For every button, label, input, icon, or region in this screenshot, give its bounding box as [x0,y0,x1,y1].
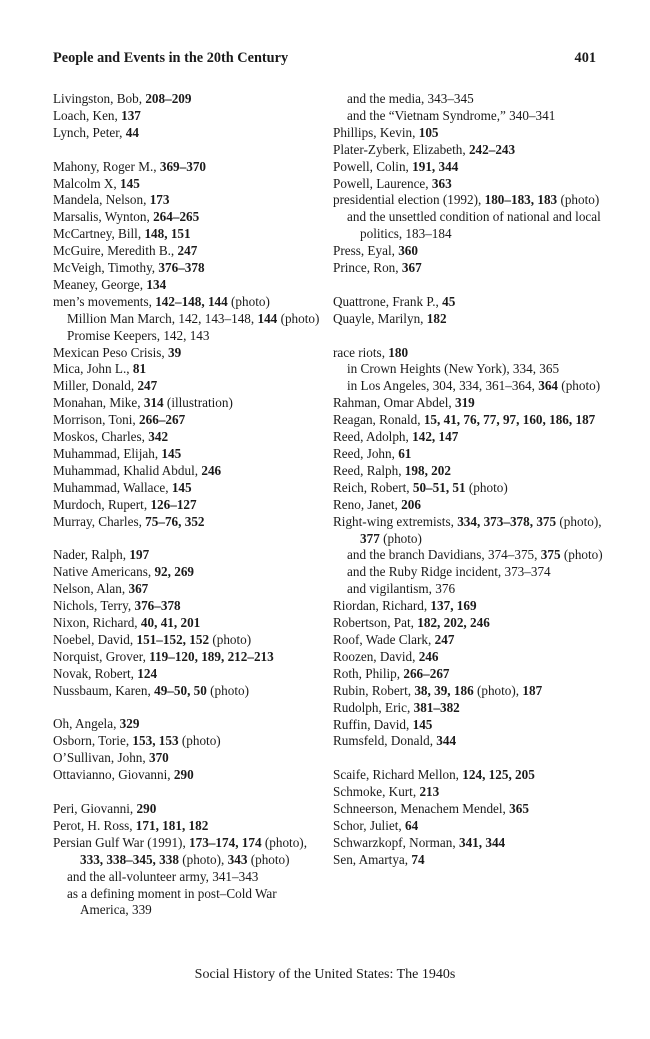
entry-text: and the “Vietnam Syndrome,” 340–341 [347,107,556,123]
index-entry [53,615,325,632]
index-entry [53,666,325,683]
entry-text: Oh, Angela, [53,716,120,732]
index-subentry [53,886,325,920]
index-entry [53,514,325,531]
index-entry [53,497,325,514]
entry-text: Marsalis, Wynton, [53,209,154,225]
entry-text: Prince, Ron, [333,260,402,276]
index-entry [53,277,325,294]
index-entry [333,159,605,176]
page-ref-bold: 145 [161,446,182,462]
page-ref-bold: 206 [401,496,421,512]
entry-text: Rumsfeld, Donald, [333,733,437,749]
index-entry [333,395,605,412]
entry-text: Miller, Donald, [53,378,138,394]
entry-text: Roozen, David, [333,648,419,664]
entry-text: and vigilantism, 376 [347,581,456,597]
index-entry [53,243,325,260]
page-ref-bold: 290 [136,801,157,816]
index-column-right [333,91,605,869]
page-ref-bold: 191, 344 [412,158,459,174]
entry-text: (photo), [473,682,523,698]
entry-text: Sen, Amartya, [333,851,412,867]
index-entry [333,784,605,801]
page-ref-bold: 126–127 [150,496,197,512]
page-ref-bold: 341, 344 [458,834,506,850]
index-entry [53,446,325,463]
entry-text: (photo) [209,631,252,647]
page-ref-bold: 50–51, 51 [412,479,466,495]
page-ref-bold: 180 [388,344,409,360]
index-entry [53,649,325,666]
entry-text: as a defining moment in post–Cold War America, 339 [67,885,277,918]
index-subentry [333,378,605,395]
index-entry [53,294,325,311]
entry-text: Muhammad, Elijah, [53,446,162,462]
entry-text: Meaney, George, [53,276,147,292]
entry-text: and the all-volunteer army, 341–343 [67,868,259,884]
page-ref-bold: 363 [431,175,452,191]
page-title: People and Events in the 20th Century [53,50,289,66]
index-subentry [53,869,325,886]
page-ref-bold: 247 [177,243,198,259]
page-ref-bold: 247 [434,631,455,647]
page-ref-bold: 151–152, 152 [136,631,210,647]
index-entry [53,91,325,108]
index-entry [333,615,605,632]
entry-text: (photo) [558,378,601,394]
index-entry [333,733,605,750]
entry-text: Rudolph, Eric, [333,699,414,715]
entry-text: Ottavianno, Giovanni, [53,767,174,783]
page-ref-bold: 171, 181, 182 [135,817,209,833]
entry-text: Reed, Ralph, [333,462,405,478]
entry-text: (photo) [178,733,221,749]
entry-text: Mahony, Roger M., [53,158,160,174]
page-ref-bold: 105 [418,124,439,140]
entry-text: Nader, Ralph, [53,547,130,563]
entry-text: Osborn, Torie, [53,733,133,749]
entry-text: Reed, Adolph, [333,429,413,445]
page-ref-bold: 198, 202 [404,462,451,478]
entry-text: (photo) [560,547,603,563]
page-ref-bold: 145 [120,175,140,191]
index-entry [53,412,325,429]
page-ref-bold: 370 [148,750,169,766]
index-entry [333,463,605,480]
index-entry [53,480,325,497]
page-ref-bold: 208–209 [145,91,192,106]
entry-text: men’s movements, [53,293,156,309]
entry-text: presidential election (1992), [333,192,485,208]
entry-text: Quayle, Marilyn, [333,310,427,326]
index-subentry [333,361,605,378]
entry-text: Mica, John L., [53,361,133,377]
entry-text: Rubin, Robert, [333,682,415,698]
index-entry [333,243,605,260]
entry-text: Norquist, Grover, [53,648,150,664]
page-ref-bold: 377 [360,530,380,546]
page-ref-bold: 182, 202, 246 [417,615,490,631]
page-ref-bold: 92, 269 [154,564,194,580]
page-ref-bold: 364 [538,378,558,394]
entry-text: O’Sullivan, John, [53,750,149,766]
index-subentry [333,581,605,598]
page-ref-bold: 49–50, 50 [154,682,207,698]
entry-text: Press, Eyal, [333,243,399,259]
entry-text: Reno, Janet, [333,496,402,512]
entry-text: Mandela, Nelson, [53,192,150,208]
page-ref-bold: 376–378 [158,260,205,276]
page-ref-bold: 124, 125, 205 [462,767,535,783]
page-ref-bold: 375 [540,547,561,563]
page-ref-bold: 148, 151 [144,226,191,242]
index-entry [53,632,325,649]
page-ref-bold: 365 [509,801,529,817]
entry-text: Schmoke, Kurt, [333,784,420,800]
entry-text: (photo), [261,834,307,850]
entry-text: Million Man March, 142, 143–148, [67,310,258,326]
entry-text: Murray, Charles, [53,513,146,529]
entry-text: Murdoch, Rupert, [53,496,151,512]
entry-text: Nussbaum, Karen, [53,682,155,698]
page-ref-bold: 81 [132,361,147,377]
page-ref-bold: 75–76, 352 [145,513,205,529]
entry-text: Native Americans, [53,564,155,580]
index-entry [53,598,325,615]
index-entry [333,345,605,362]
index-entry [333,260,605,277]
page-ref-bold: 334, 373–378, 375 [457,513,557,529]
index-entry [333,192,605,209]
page-ref-bold: 40, 41, 201 [140,615,201,631]
entry-text: Noebel, David, [53,631,137,647]
page-ref-bold: 343 [227,851,248,867]
entry-text: McCartney, Bill, [53,226,145,242]
index-entry [333,767,605,784]
page-ref-bold: 381–382 [413,699,460,715]
index-entry [53,176,325,193]
page-ref-bold: 242–243 [468,141,516,157]
page-ref-bold: 266–267 [139,412,186,428]
entry-text: (photo) [557,192,600,208]
index-gap [333,277,605,294]
index-gap [53,142,325,159]
entry-text: Nichols, Terry, [53,598,135,614]
index-entry [53,209,325,226]
index-subentry [333,91,605,108]
running-header [53,50,596,70]
entry-text: Roof, Wade Clark, [333,631,435,647]
entry-text: and the Ruby Ridge incident, 373–374 [347,564,551,580]
page-ref-bold: 39 [168,344,182,360]
page-ref-bold: 137, 169 [430,598,477,614]
index-column-left [53,91,325,919]
index-entry [333,176,605,193]
page-ref-bold: 367 [128,581,149,597]
page-ref-bold: 344 [436,733,457,749]
entry-text: Loach, Ken, [53,107,122,123]
index-entry [53,835,325,869]
index-gap [333,750,605,767]
page-ref-bold: 15, 41, 76, 77, 97, 160, 186, 187 [423,412,596,428]
index-entry [333,497,605,514]
index-entry [333,852,605,869]
index-entry [53,260,325,277]
page-footer: Social History of the United States: The 1940s [194,967,456,982]
index-subentry [333,547,605,564]
index-entry [53,463,325,480]
entry-text: Riordan, Richard, [333,598,431,614]
index-entry [53,361,325,378]
page-ref-bold: 145 [171,479,192,495]
entry-text: Moskos, Charles, [53,429,149,445]
index-entry [53,159,325,176]
page-ref-bold: 367 [401,260,422,276]
page-number: 401 [574,50,596,66]
index-entry [53,767,325,784]
entry-text: (photo) [206,682,249,698]
index-entry [333,311,605,328]
entry-text: Promise Keepers, 142, 143 [67,327,210,343]
index-entry [333,446,605,463]
index-entry [53,395,325,412]
entry-text: Nixon, Richard, [53,615,141,631]
page-ref-bold: 329 [119,716,140,732]
index-gap [53,531,325,548]
entry-text: Lynch, Peter, [53,124,126,140]
page-ref-bold: 137 [121,107,141,123]
entry-text: Reagan, Ronald, [333,412,424,428]
page-ref-bold: 173 [149,192,170,208]
index-gap [53,784,325,801]
index-entry [53,108,325,125]
index-entry [333,818,605,835]
entry-text: Livingston, Bob, [53,91,146,106]
index-entry [333,666,605,683]
page-ref-bold: 369–370 [159,158,206,174]
entry-text: and the media, 343–345 [347,91,474,106]
entry-text: Ruffin, David, [333,716,413,732]
index-entry [333,514,605,548]
entry-text: in Crown Heights (New York), 334, 365 [347,361,560,377]
page-ref-bold: 333, 338–345, 338 [80,851,179,867]
page-ref-bold: 264–265 [153,209,200,225]
entry-text: Morrison, Toni, [53,412,140,428]
index-gap [333,328,605,345]
page-ref-bold: 142, 147 [412,429,459,445]
page-ref-bold: 119–120, 189, 212–213 [149,648,274,664]
index-entry [333,717,605,734]
entry-text: Muhammad, Khalid Abdul, [53,462,202,478]
index-entry [333,598,605,615]
entry-text: and the branch Davidians, 374–375, [347,547,541,563]
entry-text: (photo), [178,851,228,867]
entry-text: Peri, Giovanni, [53,801,137,816]
page-ref-bold: 319 [454,395,475,411]
index-subentry [53,311,325,328]
page-ref-bold: 342 [148,429,169,445]
index-entry [333,683,605,700]
entry-text: Muhammad, Wallace, [53,479,172,495]
entry-text: McVeigh, Timothy, [53,260,159,276]
index-entry [333,649,605,666]
index-entry [53,564,325,581]
entry-text: Powell, Laurence, [333,175,432,191]
entry-text: Novak, Robert, [53,665,138,681]
page-ref-bold: 153, 153 [132,733,179,749]
index-subentry [333,209,605,243]
entry-text: (photo) [227,293,270,309]
index-entry [53,125,325,142]
page-ref-bold: 246 [201,462,222,478]
index-entry [333,429,605,446]
entry-text: Quattrone, Frank P., [333,293,443,309]
entry-text: Persian Gulf War (1991), [53,834,190,850]
index-entry [333,125,605,142]
page-ref-bold: 360 [398,243,418,259]
index-entry [53,801,325,818]
entry-text: Schor, Juliet, [333,817,405,833]
page-ref-bold: 64 [405,817,419,833]
page-ref-bold: 197 [129,547,150,563]
page-ref-bold: 45 [442,293,456,309]
index-entry [333,412,605,429]
index-entry [333,480,605,497]
page-ref-bold: 376–378 [134,598,181,614]
index-entry [53,683,325,700]
index-subentry [333,108,605,125]
index-entry [53,733,325,750]
entry-text: Reed, John, [333,446,399,461]
page-ref-bold: 38, 39, 186 [414,682,474,698]
entry-text: Perot, H. Ross, [53,817,136,833]
index-subentry [333,564,605,581]
index-entry [53,192,325,209]
entry-text: Monahan, Mike, [53,395,144,411]
page-ref-bold: 134 [146,276,167,292]
page-ref-bold: 266–267 [403,665,450,681]
index-entry [53,378,325,395]
entry-text: race riots, [333,344,389,360]
entry-text: (photo) [379,530,422,546]
entry-text: Nelson, Alan, [53,581,129,597]
page-ref-bold: 180–183, 183 [484,192,558,208]
entry-text: (photo) [277,310,320,326]
page-ref-bold: 124 [137,665,158,681]
index-entry [53,750,325,767]
entry-text: Schneerson, Menachem Mendel, [333,801,510,817]
page-ref-bold: 142–148, 144 [155,293,228,309]
index-entry [53,716,325,733]
entry-text: and the unsettled condition of national and local politics, 183–184 [347,209,601,242]
index-gap [53,700,325,717]
entry-text: (illustration) [163,395,233,411]
page-ref-bold: 74 [411,851,425,867]
entry-text: McGuire, Meredith B., [53,243,178,259]
entry-text: (photo) [247,851,290,867]
entry-text: Right-wing extremists, [333,513,458,529]
entry-text: Robertson, Pat, [333,615,418,631]
index-entry [53,581,325,598]
page-ref-bold: 246 [418,648,439,664]
index-entry [53,345,325,362]
entry-text: Malcolm X, [53,175,121,191]
index-entry [333,142,605,159]
index-entry [53,429,325,446]
index-entry [53,818,325,835]
index-entry [53,226,325,243]
entry-text: Roth, Philip, [333,665,404,681]
page-ref-bold: 61 [398,446,412,461]
index-entry [333,294,605,311]
page-ref-bold: 182 [426,310,447,326]
entry-text: Reich, Robert, [333,479,413,495]
page-ref-bold: 247 [137,378,158,394]
entry-text: (photo), [556,513,602,529]
entry-text: Plater-Zyberk, Elizabeth, [333,141,469,157]
index-entry [333,835,605,852]
page-ref-bold: 314 [143,395,164,411]
entry-text: Schwarzkopf, Norman, [333,834,459,850]
index-entry [53,547,325,564]
page-ref-bold: 173–174, 174 [189,834,262,850]
entry-text: Phillips, Kevin, [333,124,419,140]
page-ref-bold: 44 [125,124,139,140]
entry-text: Mexican Peso Crisis, [53,344,169,360]
entry-text: Powell, Colin, [333,158,413,174]
entry-text: in Los Angeles, 304, 334, 361–364, [347,378,539,394]
entry-text: (photo) [465,479,508,495]
page-ref-bold: 187 [522,682,543,698]
index-entry [333,632,605,649]
page-ref-bold: 144 [257,310,278,326]
page-ref-bold: 290 [173,767,194,783]
index-entry [333,700,605,717]
entry-text: Scaife, Richard Mellon, [333,767,463,783]
index-subentry [53,328,325,345]
index-entry [333,801,605,818]
entry-text: Rahman, Omar Abdel, [333,395,455,411]
page-ref-bold: 213 [419,784,440,800]
page-ref-bold: 145 [412,716,433,732]
